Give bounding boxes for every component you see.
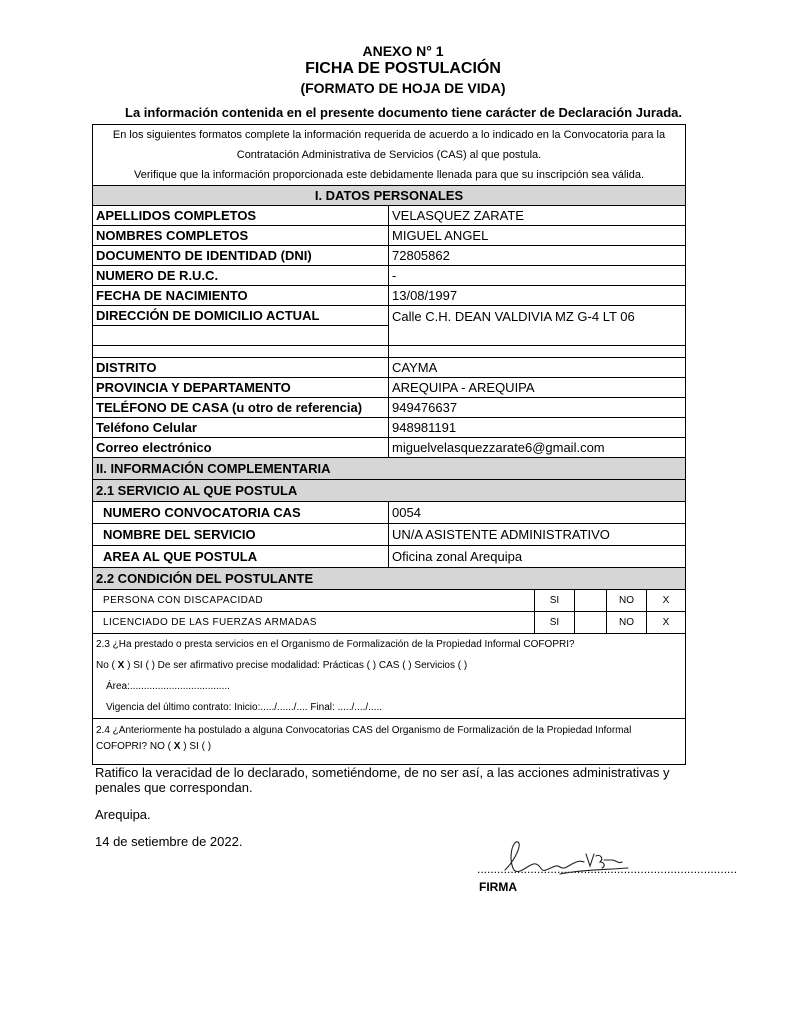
yes-label: SI <box>535 612 575 634</box>
annex-number: ANEXO N° 1 <box>362 43 444 59</box>
application-form-table <box>92 124 686 765</box>
field-row-service-name <box>93 524 686 546</box>
field-label: NOMBRE DEL SERVICIO <box>93 524 389 546</box>
field-label: DOCUMENTO DE IDENTIDAD (DNI) <box>93 246 389 266</box>
no-checkbox[interactable]: X <box>647 612 686 634</box>
handwritten-signature <box>500 840 635 882</box>
yes-checkbox[interactable] <box>575 612 607 634</box>
section-complementary: II. INFORMACIÓN COMPLEMENTARIA <box>93 458 686 480</box>
condition-label: PERSONA CON DISCAPACIDAD <box>93 590 535 612</box>
field-label: TELÉFONO DE CASA (u otro de referencia) <box>93 398 389 418</box>
condition-row-disability <box>93 590 686 612</box>
contract-validity-field: Vigencia del último contrato: Inicio:...../....../.... Final: ...../..../..... <box>106 702 383 713</box>
ratification-statement: Ratifico la veracidad de lo declarado, sometiéndome, de no ser así, a las acciones administrativas y penales que correspondan. <box>95 765 670 795</box>
field-label: DISTRITO <box>93 358 389 378</box>
field-value: 13/08/1997 <box>389 286 686 306</box>
no-label: NO <box>607 612 647 634</box>
field-row-dni <box>93 246 686 266</box>
field-value: 0054 <box>389 502 686 524</box>
field-value: 72805862 <box>389 246 686 266</box>
question-2-3: 2.3 ¿Ha prestado o presta servicios en el Organismo de Formalización de la Propiedad Informal COFOPRI? <box>96 639 575 650</box>
field-label: APELLIDOS COMPLETOS <box>93 206 389 226</box>
field-row-nombres <box>93 226 686 246</box>
field-label: NUMERO DE R.U.C. <box>93 266 389 286</box>
field-value: Oficina zonal Arequipa <box>389 546 686 568</box>
field-row-mobile <box>93 418 686 438</box>
page-title: FICHA DE POSTULACIÓN <box>305 60 501 77</box>
field-label: NUMERO CONVOCATORIA CAS <box>93 502 389 524</box>
no-checkbox[interactable]: X <box>647 590 686 612</box>
field-row-home-phone <box>93 398 686 418</box>
field-value: miguelvelasquezzarate6@gmail.com <box>389 438 686 458</box>
field-label: PROVINCIA Y DEPARTAMENTO <box>93 378 389 398</box>
city: Arequipa. <box>95 807 151 822</box>
no-label: NO <box>607 590 647 612</box>
sworn-declaration-notice: La información contenida en el presente documento tiene carácter de Declaración Jurada. <box>125 105 683 120</box>
field-value: 949476637 <box>389 398 686 418</box>
field-value: - <box>389 266 686 286</box>
answer-mark[interactable]: X <box>173 741 181 752</box>
question-2-3-box <box>93 634 686 719</box>
field-row-ruc <box>93 266 686 286</box>
question-2-4: 2.4 ¿Anteriormente ha postulado a alguna Convocatorias CAS del Organismo de Formalización de la Propiedad Informal <box>96 725 632 736</box>
section-service: 2.1 SERVICIO AL QUE POSTULA <box>93 480 686 502</box>
field-row-district <box>93 358 686 378</box>
field-label: DIRECCIÓN DE DOMICILIO ACTUAL <box>93 306 389 326</box>
field-label: FECHA DE NACIMIENTO <box>93 286 389 306</box>
instructions-line-2: Contratación Administrativa de Servicios (CAS) al que postula. <box>236 149 542 161</box>
answer-mark[interactable]: X <box>117 660 125 671</box>
field-row-cas-number <box>93 502 686 524</box>
page-subtitle: (FORMATO DE HOJA DE VIDA) <box>300 80 506 96</box>
question-2-3-answer: No ( X ) SI ( ) De ser afirmativo precise modalidad: Prácticas ( ) CAS ( ) Servicios ( ) <box>96 660 468 671</box>
field-value: VELASQUEZ ZARATE <box>389 206 686 226</box>
field-value: 948981191 <box>389 418 686 438</box>
question-2-4-box <box>93 719 686 765</box>
yes-label: SI <box>535 590 575 612</box>
section-personal-data: I. DATOS PERSONALES <box>93 186 686 206</box>
field-value: CAYMA <box>389 358 686 378</box>
condition-row-armed-forces <box>93 612 686 634</box>
signature-label: FIRMA <box>479 880 517 894</box>
instructions-line-3: Verifique que la información proporcionada este debidamente llenada para que su inscripción sea válida. <box>134 169 644 181</box>
field-row-address <box>93 306 686 326</box>
field-label: Teléfono Celular <box>93 418 389 438</box>
field-row-birthdate <box>93 286 686 306</box>
field-label: AREA AL QUE POSTULA <box>93 546 389 568</box>
area-field: Área:.................................... <box>106 681 230 692</box>
signature-line: .............................................................................. <box>477 862 738 876</box>
yes-checkbox[interactable] <box>575 590 607 612</box>
empty-cell <box>93 326 389 346</box>
field-row-province <box>93 378 686 398</box>
instructions-line-1: En los siguientes formatos complete la información requerida de acuerdo a lo indicado en la Convocatoria para la <box>112 129 666 141</box>
condition-label: LICENCIADO DE LAS FUERZAS ARMADAS <box>93 612 535 634</box>
field-label: NOMBRES COMPLETOS <box>93 226 389 246</box>
field-value: MIGUEL ANGEL <box>389 226 686 246</box>
spacer-row <box>93 346 686 358</box>
question-2-4-answer: COFOPRI? NO ( X ) SI ( ) <box>96 741 212 752</box>
field-value: UN/A ASISTENTE ADMINISTRATIVO <box>389 524 686 546</box>
section-condition: 2.2 CONDICIÓN DEL POSTULANTE <box>93 568 686 590</box>
field-row-email <box>93 438 686 458</box>
field-row-apellidos <box>93 206 686 226</box>
date: 14 de setiembre de 2022. <box>95 834 243 849</box>
field-value: Calle C.H. DEAN VALDIVIA MZ G-4 LT 06 <box>389 306 686 346</box>
field-label: Correo electrónico <box>93 438 389 458</box>
instructions-box <box>93 125 686 186</box>
field-value: AREQUIPA - AREQUIPA <box>389 378 686 398</box>
field-row-area <box>93 546 686 568</box>
